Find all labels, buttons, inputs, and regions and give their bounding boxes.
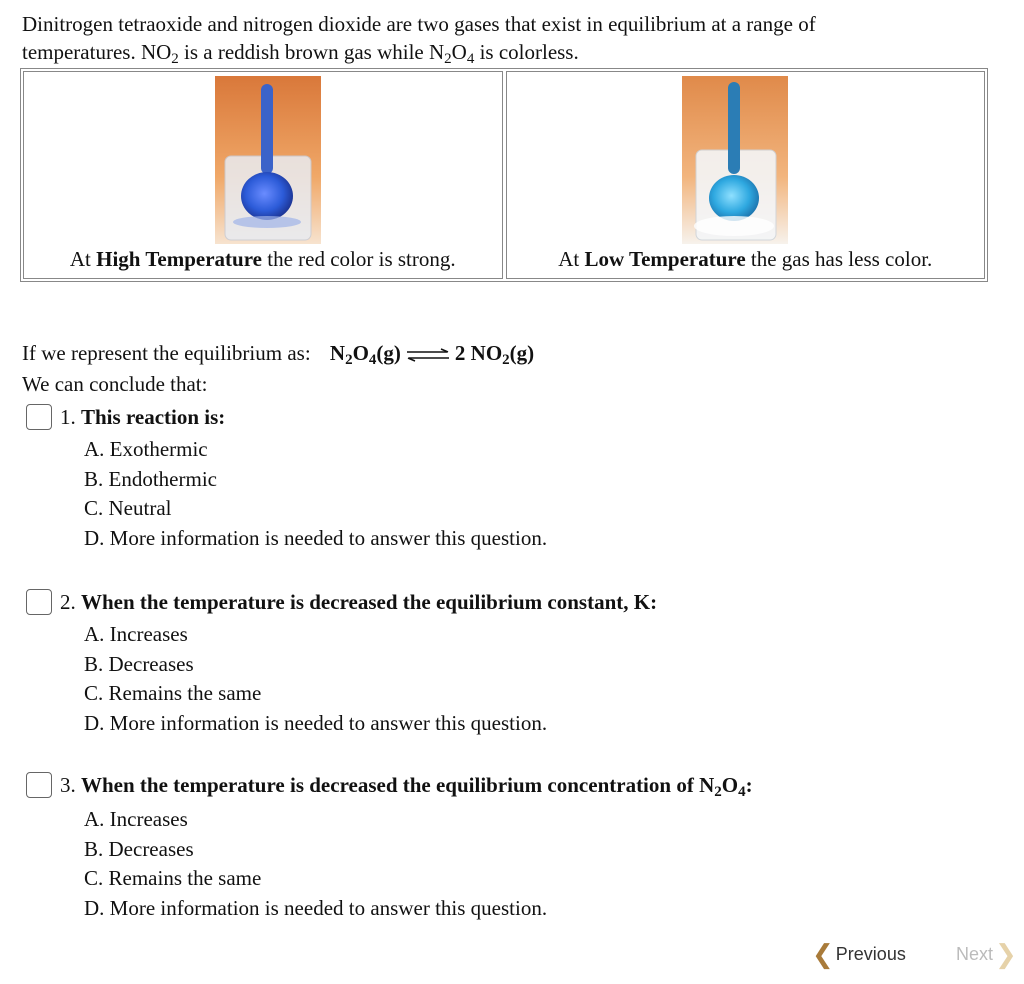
high-temperature-flask-image — [215, 76, 321, 244]
question-1-text: 1. This reaction is: — [60, 405, 226, 429]
next-button[interactable] — [956, 941, 1017, 967]
option-text: B. Decreases — [84, 651, 194, 676]
option-text: B. Decreases — [84, 836, 194, 861]
question-1-options — [84, 435, 547, 553]
option-text: D. More information is needed to answer this question. — [84, 710, 548, 735]
low-temperature-panel — [506, 71, 986, 279]
option-text: A. Increases — [84, 807, 188, 831]
intro-line-2: temperatures. $NO_2$ is a reddish brown gas while $N_2O_4$ is colorless. — [22, 40, 579, 67]
equilibrium-arrows-icon — [405, 348, 451, 362]
option-text: A. Exothermic — [84, 437, 208, 461]
equilibrium-equation: $N_2O_4(g)$ 2 $NO_2(g)$ — [329, 341, 535, 368]
question-3-options — [84, 805, 547, 923]
option-text: D. More information is needed to answer this question. — [84, 525, 548, 550]
chevron-left-icon: ❮ — [812, 939, 834, 969]
question-2-text: 2. When the temperature is decreased the equilibrium constant, K: — [60, 590, 658, 614]
next-label: Next — [956, 943, 994, 964]
low-temperature-flask-image — [682, 76, 788, 244]
low-temperature-caption: At Low Temperature the gas has less color. — [558, 247, 933, 271]
previous-button[interactable] — [812, 941, 906, 967]
equilibrium-lead: If we represent the equilibrium as: — [22, 341, 311, 365]
intro-text — [22, 10, 1012, 66]
option-text: C. Neutral — [84, 496, 172, 521]
question-3-text: 3. When the temperature is decreased the equilibrium concentration of $N_2O_4$: — [60, 773, 753, 800]
previous-label: Previous — [835, 943, 906, 964]
equilibrium-statement — [22, 339, 534, 367]
option-text: C. Remains the same — [84, 681, 262, 706]
high-temperature-caption: At High Temperature the red color is strong. — [69, 247, 456, 271]
high-temperature-panel — [23, 71, 503, 279]
intro-line-1: Dinitrogen tetraoxide and nitrogen dioxide are two gases that exist in equilibrium at a range of — [22, 12, 816, 36]
question-3-checkbox[interactable] — [26, 772, 52, 798]
question-2-options — [84, 620, 547, 738]
option-text: A. Increases — [84, 622, 188, 646]
conclusion-lead: We can conclude that: — [22, 372, 208, 396]
option-text: D. More information is needed to answer this question. — [84, 895, 548, 920]
question-1-checkbox[interactable] — [26, 404, 52, 430]
temperature-comparison-table — [20, 68, 988, 282]
question-2-checkbox[interactable] — [26, 589, 52, 615]
chevron-right-icon: ❯ — [995, 939, 1017, 969]
option-text: C. Remains the same — [84, 866, 262, 891]
option-text: B. Endothermic — [84, 466, 217, 491]
